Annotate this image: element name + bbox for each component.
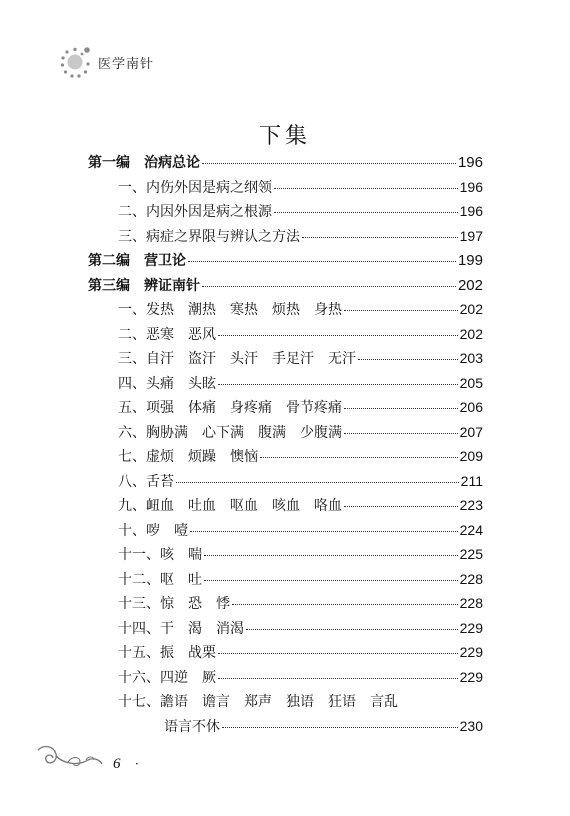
toc-page-number: 196: [457, 154, 483, 171]
toc-entry-row[interactable]: [118, 667, 483, 691]
toc-entry-row[interactable]: [118, 593, 483, 617]
toc-dot-leader: [358, 358, 458, 360]
toc-dot-leader: [344, 309, 458, 311]
toc-entry-label: 六、胸胁满 心下满 腹满 少腹满: [118, 424, 342, 441]
toc-dot-leader: [260, 456, 458, 458]
toc-entry-row[interactable]: [118, 495, 483, 519]
toc-dot-leader: [176, 481, 459, 483]
toc-entry-label: 三、自汗 盗汗 头汗 手足汗 无汗: [118, 351, 356, 367]
toc-page-number: 199: [457, 252, 483, 269]
toc-page-number: 228: [459, 595, 483, 611]
toc-entry-row[interactable]: [118, 299, 483, 323]
toc-dot-leader: [188, 260, 456, 262]
toc-dot-leader: [218, 334, 458, 336]
toc-entry-label: 十四、干 渴 消渴: [118, 620, 244, 637]
toc-dot-leader: [232, 603, 458, 605]
toc-entry-label: 十、哕 噎: [118, 522, 188, 539]
toc-entry-row[interactable]: [118, 226, 483, 250]
toc-dot-leader: [274, 211, 458, 213]
toc-entry-label: 三、病症之界限与辨认之方法: [118, 228, 300, 245]
toc-entry-label: 十五、振 战栗: [118, 645, 216, 661]
page-number: 6: [113, 756, 121, 772]
toc-page-number: 202: [457, 276, 483, 294]
toc-entry-row[interactable]: [118, 544, 483, 568]
toc-dot-leader: [344, 505, 458, 507]
toc-entry-row[interactable]: [118, 642, 483, 666]
toc-dot-leader: [202, 285, 456, 287]
toc-page-number: 202: [459, 301, 483, 317]
toc-page-number: 225: [459, 546, 483, 562]
toc-part-row[interactable]: [88, 250, 483, 274]
toc-dot-leader: [204, 554, 458, 556]
toc-entry-row[interactable]: [118, 520, 483, 544]
toc-dot-leader: [204, 579, 458, 581]
toc-entry-row[interactable]: [118, 569, 483, 593]
toc-entry-row[interactable]: [118, 422, 483, 446]
toc-page-number: 224: [459, 521, 483, 538]
toc-entry-label: 十二、呕 吐: [118, 571, 202, 588]
toc-entry-label: 五、项强 体痛 身疼痛 骨节疼痛: [118, 400, 342, 416]
toc-page-number: 206: [459, 399, 483, 415]
toc-part-row[interactable]: [88, 275, 483, 299]
toc-page-number: 203: [459, 350, 483, 366]
toc-entry-row[interactable]: [118, 324, 483, 348]
toc-dot-leader: [218, 677, 458, 679]
toc-entry-row[interactable]: [118, 373, 483, 397]
toc-part-row[interactable]: [88, 152, 483, 176]
toc-entry-row[interactable]: [118, 397, 483, 421]
toc-dot-leader: [246, 628, 458, 630]
toc-entry-label: 一、内伤外因是病之纲领: [118, 179, 272, 196]
toc-entry-label: 语言不休: [164, 718, 220, 735]
toc-entry-label: 第三编 辨证南针: [88, 277, 200, 294]
toc-entry-label: 十一、咳 喘: [118, 547, 202, 563]
running-head-title: 医学南针: [98, 57, 155, 72]
toc-page-number: 229: [459, 619, 483, 636]
page-number-dot: ·: [135, 757, 139, 771]
toc-entry-row[interactable]: [118, 177, 483, 201]
toc-entry-label: 一、发热 潮热 寒热 烦热 身热: [118, 302, 342, 318]
toc-entry-label: 第一编 治病总论: [88, 155, 200, 171]
toc-entry-label: 二、内因外因是病之根源: [118, 204, 272, 220]
toc-entry-label: 十三、惊 恐 悸: [118, 596, 230, 612]
toc-entry-label: 七、虚烦 烦躁 懊恼: [118, 449, 258, 465]
toc-page-number: 229: [459, 644, 483, 660]
toc-entry-label: 四、头痛 头眩: [118, 375, 216, 392]
toc-entry-row[interactable]: [164, 716, 483, 740]
toc-page-number: 196: [459, 178, 483, 195]
toc-dot-leader: [222, 726, 458, 728]
toc-page-number: 202: [459, 325, 483, 342]
toc-dot-leader: [302, 236, 458, 238]
toc-entry-label: 八、舌苔: [118, 473, 174, 490]
toc-entry-label: 第二编 营卫论: [88, 253, 186, 269]
toc-entry-row[interactable]: [118, 446, 483, 470]
toc-entry-row[interactable]: [118, 618, 483, 642]
toc-entry-label: 九、衄血 吐血 呕血 咳血 咯血: [118, 498, 342, 514]
toc-page-number: 197: [459, 227, 483, 244]
toc-page-number: 229: [459, 668, 483, 685]
toc-entry-row[interactable]: [118, 201, 483, 225]
toc-page-number: 205: [459, 374, 483, 391]
toc-page-number: 211: [460, 472, 483, 489]
toc-dot-leader: [344, 432, 458, 434]
toc-dot-leader: [190, 530, 458, 532]
section-title: 下集: [258, 124, 311, 149]
toc-dot-leader: [218, 383, 458, 385]
toc-entry-label: 十七、譫语 谵言 郑声 独语 狂语 言乱: [118, 694, 398, 710]
toc-dot-leader: [202, 162, 456, 164]
toc-entry-row[interactable]: [118, 348, 483, 372]
toc-page-number: 223: [459, 497, 483, 513]
toc-entry-row[interactable]: [118, 691, 483, 715]
toc-page-number: 209: [459, 448, 483, 464]
toc-page-number: 230: [459, 717, 483, 734]
toc-dot-leader: [344, 407, 458, 409]
toc-dot-leader: [218, 652, 458, 654]
toc-entry-row[interactable]: [118, 471, 483, 495]
header-logo-icon: [58, 45, 92, 79]
toc-page-number: 207: [459, 423, 483, 440]
toc-entry-label: 二、恶寒 恶风: [118, 326, 216, 343]
toc-page-number: 228: [459, 570, 483, 587]
toc-dot-leader: [274, 187, 458, 189]
toc-page-number: 196: [459, 203, 483, 219]
footer-ornament-icon: [34, 740, 106, 774]
toc-entry-label: 十六、四逆 厥: [118, 669, 216, 686]
